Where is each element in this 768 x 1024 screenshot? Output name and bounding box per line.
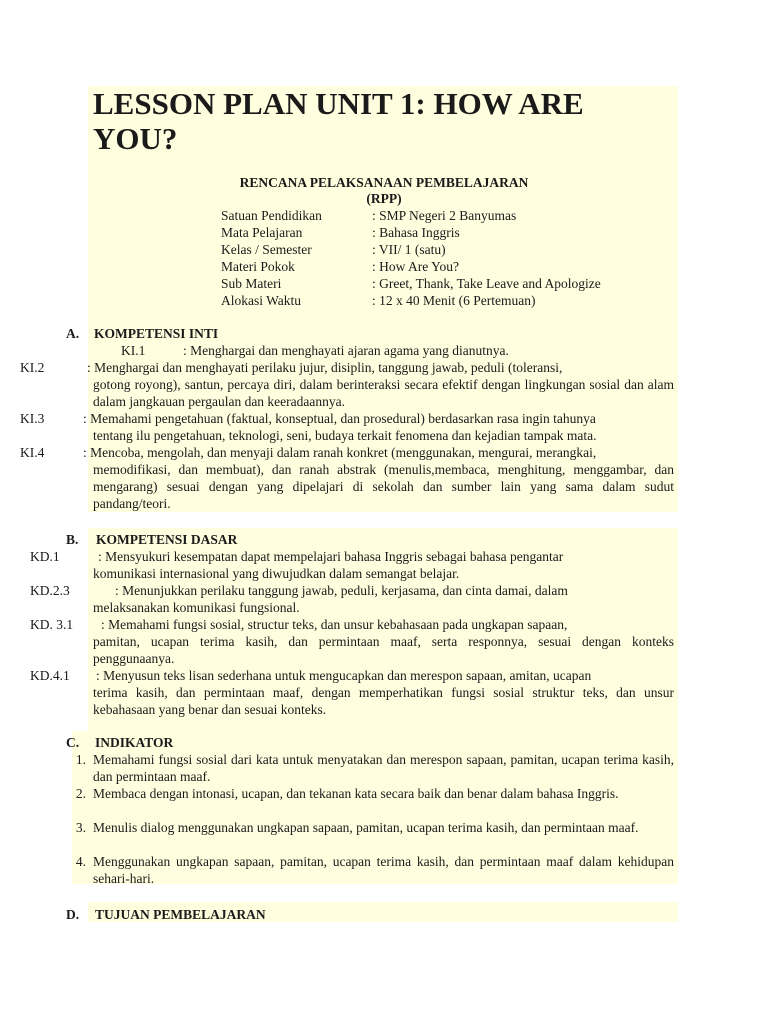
identity-value: : SMP Negeri 2 Banyumas — [372, 208, 517, 223]
indikator-item: Memahami fungsi sosial dari kata untuk menyatakan dan merespon sapaan, pamitan, ucapan terima kasih, dan permintaan maaf. — [93, 752, 674, 784]
indikator-number: 3. — [75, 820, 86, 835]
page-title: LESSON PLAN UNIT 1: HOW ARE YOU? — [93, 86, 584, 156]
section-a-letter: A. — [66, 326, 80, 341]
ki3-first-line: : Memahami pengetahuan (faktual, konseptual, dan prosedural) berdasarkan rasa ingin tahunya — [83, 411, 596, 426]
identity-label: Mata Pelajaran — [221, 225, 303, 240]
ki3-code: KI.3 — [20, 411, 45, 426]
kd41-text: terima kasih, dan permintaan maaf, dengan memperhatikan fungsi sosial struktur teks, dan unsur kebahasaan yang benar dan sesuai konteks. — [93, 685, 674, 717]
ki1-text: : Menghargai dan menghayati ajaran agama yang dianutnya. — [183, 343, 509, 358]
identity-value: : VII/ 1 (satu) — [372, 242, 446, 257]
identity-label: Materi Pokok — [221, 259, 295, 274]
identity-label: Satuan Pendidikan — [221, 208, 322, 223]
identity-label: Alokasi Waktu — [221, 293, 302, 308]
identity-value: : Bahasa Inggris — [372, 225, 460, 240]
kd1-code: KD.1 — [30, 549, 60, 564]
kd1-first-line: : Mensyukuri kesempatan dapat mempelajari bahasa Inggris sebagai bahasa pengantar — [98, 549, 564, 564]
kd31-text: pamitan, ucapan terima kasih, dan permintaan maaf, serta responnya, sesuai dengan konteks penggunaanya. — [93, 634, 674, 666]
indikator-item: Membaca dengan intonasi, ucapan, dan tekanan kata secara baik dan benar dalam bahasa Inggris. — [93, 786, 619, 801]
indikator-item: Menulis dialog menggunakan ungkapan sapaan, pamitan, ucapan terima kasih, dan permintaan maaf. — [93, 820, 639, 835]
ki2-code: KI.2 — [20, 360, 45, 375]
ki3-text: tentang ilu pengetahuan, teknologi, seni, budaya terkait fenomena dan kejadian tampak mata. — [93, 428, 597, 443]
kd23-first-line: : Menunjukkan perilaku tanggung jawab, peduli, kerjasama, dan cinta damai, dalam — [115, 583, 568, 598]
section-b-letter: B. — [66, 532, 79, 547]
identity-value: : Greet, Thank, Take Leave and Apologize — [372, 276, 601, 291]
identity-value: : 12 x 40 Menit (6 Pertemuan) — [372, 293, 536, 308]
ki4-first-line: : Mencoba, mengolah, dan menyaji dalam ranah konkret (menggunakan, mengurai, merangkai, — [83, 445, 597, 460]
kd31-first-line: : Memahami fungsi sosial, structur teks, dan unsur kebahasaan pada ungkapan sapaan, — [101, 617, 568, 632]
kd1-text: komunikasi internasional yang diwujudkan dalam semangat belajar. — [93, 566, 460, 581]
rpp-heading-abbrev: (RPP) — [366, 191, 402, 206]
kd41-code: KD.4.1 — [30, 668, 70, 683]
kd23-text: melaksanakan komunikasi fungsional. — [93, 600, 300, 615]
indikator-number: 4. — [75, 854, 86, 869]
ki2-first-line: : Menghargai dan menghayati perilaku jujur, disiplin, tanggung jawab, peduli (toleransi, — [87, 360, 563, 375]
rpp-heading: RENCANA PELAKSANAAN PEMBELAJARAN — [239, 175, 529, 190]
section-d-title: TUJUAN PEMBELAJARAN — [95, 907, 266, 922]
indikator-number: 2. — [75, 786, 86, 801]
kd23-code: KD.2.3 — [30, 583, 70, 598]
indikator-number: 1. — [75, 752, 86, 767]
ki2-text: gotong royong), santun, percaya diri, dalam berinteraksi secara efektif dengan lingkungan sosial dan alam dalam jangkauan pergaulan dan keeradaannya. — [93, 377, 674, 409]
section-c-title: INDIKATOR — [95, 735, 174, 750]
section-b-title: KOMPETENSI DASAR — [96, 532, 238, 547]
section-a-title: KOMPETENSI INTI — [94, 326, 219, 341]
indikator-item: Menggunakan ungkapan sapaan, pamitan, ucapan terima kasih, dan permintaan maaf dalam kehidupan sehari-hari. — [93, 854, 674, 886]
ki4-code: KI.4 — [20, 445, 45, 460]
section-c-letter: C. — [66, 735, 80, 750]
section-d-letter: D. — [66, 907, 80, 922]
ki1-code: KI.1 — [121, 343, 146, 358]
kd41-first-line: : Menyusun teks lisan sederhana untuk mengucapkan dan merespon sapaan, amitan, ucapan — [96, 668, 592, 683]
identity-value: : How Are You? — [372, 259, 460, 274]
ki4-text: memodifikasi, dan membuat), dan ranah abstrak (menulis,membaca, menghitung, menggambar, dan mengarang) sesuai dengan yang dipelajari di sekolah dan sumber lain yang sama dalam sudut pandang/teori. — [93, 462, 674, 511]
identity-label: Sub Materi — [221, 276, 282, 291]
identity-label: Kelas / Semester — [221, 242, 312, 257]
kd31-code: KD. 3.1 — [30, 617, 74, 632]
